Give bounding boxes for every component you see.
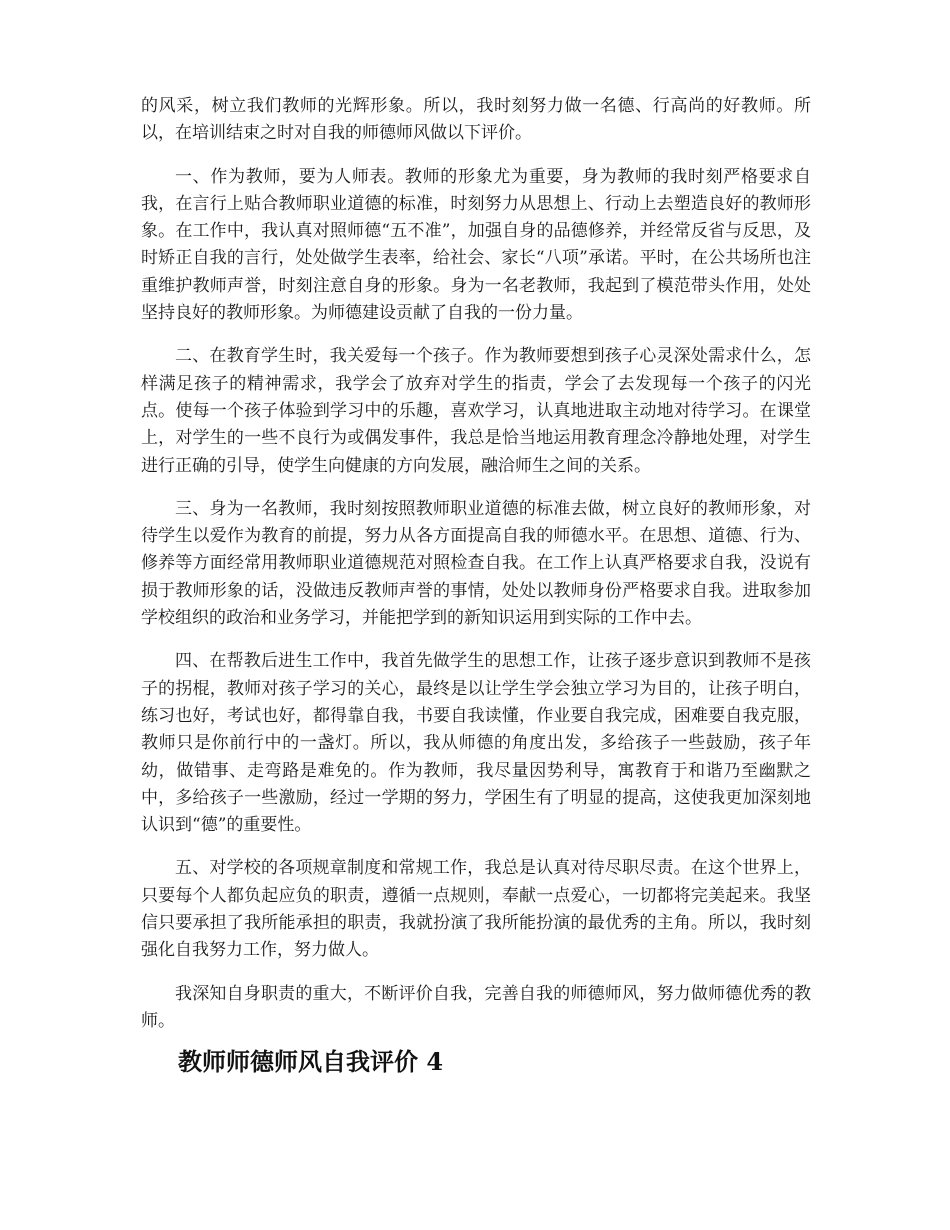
paragraph-point-4: 四、在帮教后进生工作中，我首先做学生的思想工作，让孩子逐步意识到教师不是孩子的拐棍，教师对孩子学习的关心，最终是以让学生学会独立学习为目的，让孩子明白，练习也好，考试也好，都得靠自我，书要自我读懂，作业要自我完成，困难要自我克服，教师只是你前行中的一盏灯。所以，我从师德的角度出发，多给孩子一些鼓励，孩子年幼，做错事、走弯路是难免的。作为教师，我尽量因势利导，寓教育于和谐乃至幽默之中，多给孩子一些激励，经过一学期的努力，学困生有了明显的提高，这使我更加深刻地认识到“德”的重要性。 bbox=[141, 651, 811, 836]
section-heading: 教师师德师风自我评价 4 bbox=[178, 1047, 444, 1076]
document-body bbox=[141, 93, 811, 1051]
paragraph-continuation: 的风采，树立我们教师的光辉形象。所以，我时刻努力做一名德、行高尚的好教师。所以，在培训结束之时对自我的师德师风做以下评价。 bbox=[141, 96, 811, 144]
paragraph-point-5: 五、对学校的各项规章制度和常规工作，我总是认真对待尽职尽责。在这个世界上，只要每个人都负起应负的职责，遵循一点规则，奉献一点爱心，一切都将完美起来。我坚信只要承担了我所能承担的职责，我就扮演了我所能扮演的最优秀的主角。所以，我时刻强化自我努力工作，努力做人。 bbox=[141, 858, 811, 961]
paragraph-conclusion: 我深知自身职责的重大，不断评价自我，完善自我的师德师风，努力做师德优秀的教师。 bbox=[141, 983, 811, 1031]
paragraph-point-1: 一、作为教师，要为人师表。教师的形象尤为重要，身为教师的我时刻严格要求自我，在言行上贴合教师职业道德的标准，时刻努力从思想上、行动上去塑造良好的教师形象。在工作中，我认真对照师德“五不准”，加强自身的品德修养，并经常反省与反思，及时矫正自我的言行，处处做学生表率，给社会、家长“八项”承诺。平时，在公共场所也注重维护教师声誉，时刻注意自身的形象。身为一名老教师，我起到了模范带头作用，处处坚持良好的教师形象。为师德建设贡献了自我的一份力量。 bbox=[141, 166, 811, 324]
paragraph-point-3: 三、身为一名教师，我时刻按照教师职业道德的标准去做，树立良好的教师形象，对待学生以爱作为教育的前提，努力从各方面提高自我的师德水平。在思想、道德、行为、修养等方面经常用教师职业道德规范对照检查自我。在工作上认真严格要求自我，没说有损于教师形象的话，没做违反教师声誉的事情，处处以教师身份严格要求自我。进取参加学校组织的政治和业务学习，并能把学到的新知识运用到实际的工作中去。 bbox=[141, 498, 811, 629]
paragraph-point-2: 二、在教育学生时，我关爱每一个孩子。作为教师要想到孩子心灵深处需求什么，怎样满足孩子的精神需求，我学会了放弃对学生的指责，学会了去发现每一个孩子的闪光点。使每一个孩子体验到学习中的乐趣，喜欢学习，认真地进取主动地对待学习。在课堂上，对学生的一些不良行为或偶发事件，我总是恰当地运用教育理念冷静地处理，对学生进行正确的引导，使学生向健康的方向发展，融洽师生之间的关系。 bbox=[141, 346, 811, 476]
